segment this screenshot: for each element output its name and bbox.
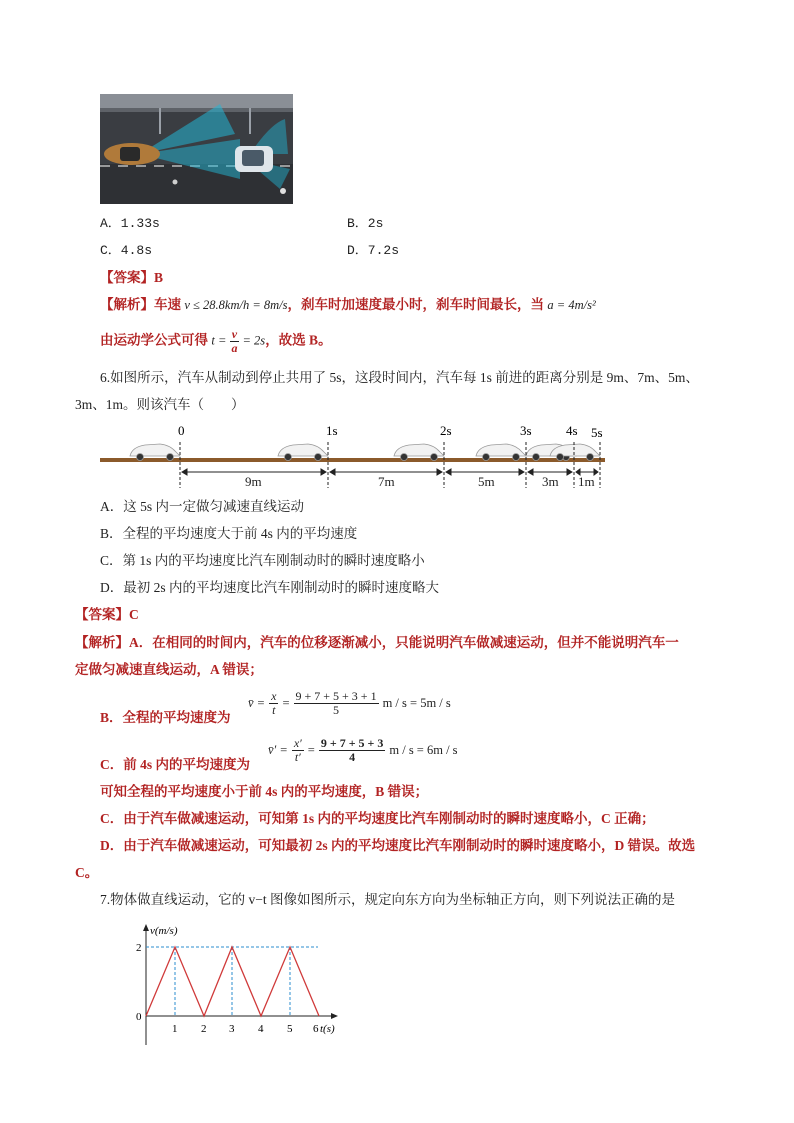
denominator: 4 xyxy=(349,750,356,764)
q5-option-c: C．4.8s xyxy=(100,243,153,258)
x-tick-5: 5 xyxy=(287,1023,293,1035)
formula-lhs: t = xyxy=(211,333,227,348)
time-label-5s: 5s xyxy=(591,425,603,440)
answer-label: 【答案】 xyxy=(100,270,154,285)
x-tick-6: 6 xyxy=(313,1023,319,1035)
braking-distance-figure xyxy=(100,420,610,490)
time-label-2s: 2s xyxy=(440,423,452,438)
distance-label-7m: 7m xyxy=(378,474,395,489)
formula-rhs: = 2s xyxy=(242,333,266,348)
numerator: 9 + 7 + 5 + 3 xyxy=(320,736,384,750)
analysis-label: 【解析】 xyxy=(75,635,129,650)
time-label-3s: 3s xyxy=(520,423,532,438)
q6-option-a: A．这 5s 内一定做匀减速直线运动 xyxy=(100,499,305,514)
answer-value: B xyxy=(154,270,164,285)
q6-analysis-a-line2: 定做匀减速直线运动，A 错误； xyxy=(75,662,263,677)
time-label-0: 0 xyxy=(178,423,185,438)
q5-analysis-line1 xyxy=(100,295,596,315)
result: m / s = 5m / s xyxy=(382,696,451,710)
result: m / s = 6m / s xyxy=(389,743,458,757)
q6-analysis-b-text: B．全程的平均速度为 xyxy=(100,710,231,725)
q7-stem: 7.物体做直线运动，它的 v−t 图像如图所示，规定向东方向为坐标轴正方向，则下列说法正确的是 xyxy=(100,892,675,907)
q5-option-b: B．2s xyxy=(347,216,384,231)
x-prime-over-t-prime xyxy=(292,737,304,764)
q5-option-d: D．7.2s xyxy=(347,243,400,258)
sum-fraction xyxy=(319,737,386,764)
braking-distance-diagram xyxy=(100,420,610,490)
denominator: a xyxy=(231,341,238,355)
q6-average-speed-formula xyxy=(248,690,451,717)
distance-label-1m: 1m xyxy=(578,474,595,489)
analysis-text: ，故选 B。 xyxy=(265,332,332,348)
q6-analysis-c: C．由于汽车做减速运动，可知第 1s 内的平均速度比汽车刚制动时的瞬时速度略小，C 正确； xyxy=(100,811,655,826)
analysis-text: 由运动学公式可得 xyxy=(100,332,208,348)
distance-label-9m: 9m xyxy=(245,474,262,489)
vbar-prime-symbol: v̄′ = xyxy=(268,743,288,757)
x-over-t xyxy=(269,690,278,717)
q6-option-c: C．第 1s 内的平均速度比汽车刚制动时的瞬时速度略小 xyxy=(100,553,425,568)
numerator: x′ xyxy=(293,736,302,750)
q6-analysis-a-line1 xyxy=(75,633,679,653)
q6-analysis-conclusion-b: 可知全程的平均速度小于前 4s 内的平均速度，B 错误； xyxy=(100,784,429,799)
parking-radar-illustration xyxy=(100,94,293,204)
numerator: x xyxy=(271,689,277,703)
q5-answer xyxy=(100,268,163,288)
q6-analysis-d-line1: D．由于汽车做减速运动，可知最初 2s 内的平均速度比汽车刚制动时的瞬时速度略小，D 错误。故选 xyxy=(100,838,696,853)
equals: = xyxy=(307,743,315,757)
q6-option-d: D．最初 2s 内的平均速度比汽车刚制动时的瞬时速度略大 xyxy=(100,580,440,595)
parking-radar-photo xyxy=(100,94,293,204)
speed-formula: v ≤ 28.8km/h = 8m/s xyxy=(184,298,288,312)
q6-answer xyxy=(75,605,139,625)
q6-analysis-d-line2: C。 xyxy=(75,865,99,880)
q6-option-b: B．全程的平均速度大于前 4s 内的平均速度 xyxy=(100,526,358,541)
y-axis-label: v(m/s) xyxy=(150,925,178,937)
x-axis-label: t(s) xyxy=(320,1023,335,1035)
distance-label-3m: 3m xyxy=(542,474,559,489)
denominator: t xyxy=(272,703,276,717)
denominator: 5 xyxy=(333,703,340,717)
q5-analysis-line2 xyxy=(100,328,332,355)
analysis-label: 【解析】 xyxy=(100,297,154,312)
y-tick-0: 0 xyxy=(136,1011,142,1023)
x-tick-2: 2 xyxy=(201,1023,207,1035)
analysis-text: ，刹车时加速度最小时，刹车时间最长，当 xyxy=(287,297,545,312)
y-tick-2: 2 xyxy=(136,942,142,954)
x-tick-1: 1 xyxy=(172,1023,178,1035)
time-label-1s: 1s xyxy=(326,423,338,438)
analysis-text: A．在相同的时间内，汽车的位移逐渐减小，只能说明汽车做减速运动，但并不能说明汽车一 xyxy=(129,635,679,650)
q6-stem-line1: 6.如图所示，汽车从制动到停止共用了 5s，这段时间内，汽车每 1s 前进的距离分别是 9m、7m、5m、 xyxy=(100,370,699,385)
time-label-4s: 4s xyxy=(566,423,578,438)
q6-average-speed-4s-formula xyxy=(268,737,458,764)
fraction xyxy=(230,328,239,355)
x-tick-4: 4 xyxy=(258,1023,264,1035)
equals: = xyxy=(282,696,290,710)
q6-analysis-c-text: C．前 4s 内的平均速度为 xyxy=(100,757,251,772)
numerator: v xyxy=(231,327,238,341)
vt-graph-svg xyxy=(128,920,348,1050)
numerator: 9 + 7 + 5 + 3 + 1 xyxy=(295,689,377,703)
x-tick-3: 3 xyxy=(229,1023,235,1035)
answer-value: C xyxy=(129,607,139,622)
denominator: t′ xyxy=(294,750,301,764)
answer-label: 【答案】 xyxy=(75,607,129,622)
analysis-text: 车速 xyxy=(154,297,181,312)
distance-label-5m: 5m xyxy=(478,474,495,489)
q6-stem-line2: 3m、1m。则该汽车（ ） xyxy=(75,397,245,412)
sum-fraction xyxy=(294,690,379,717)
vt-graph xyxy=(128,920,348,1050)
q5-option-a: A．1.33s xyxy=(100,216,160,231)
acceleration-formula: a = 4m/s² xyxy=(547,298,596,312)
vbar-symbol: v̄ = xyxy=(248,696,266,710)
